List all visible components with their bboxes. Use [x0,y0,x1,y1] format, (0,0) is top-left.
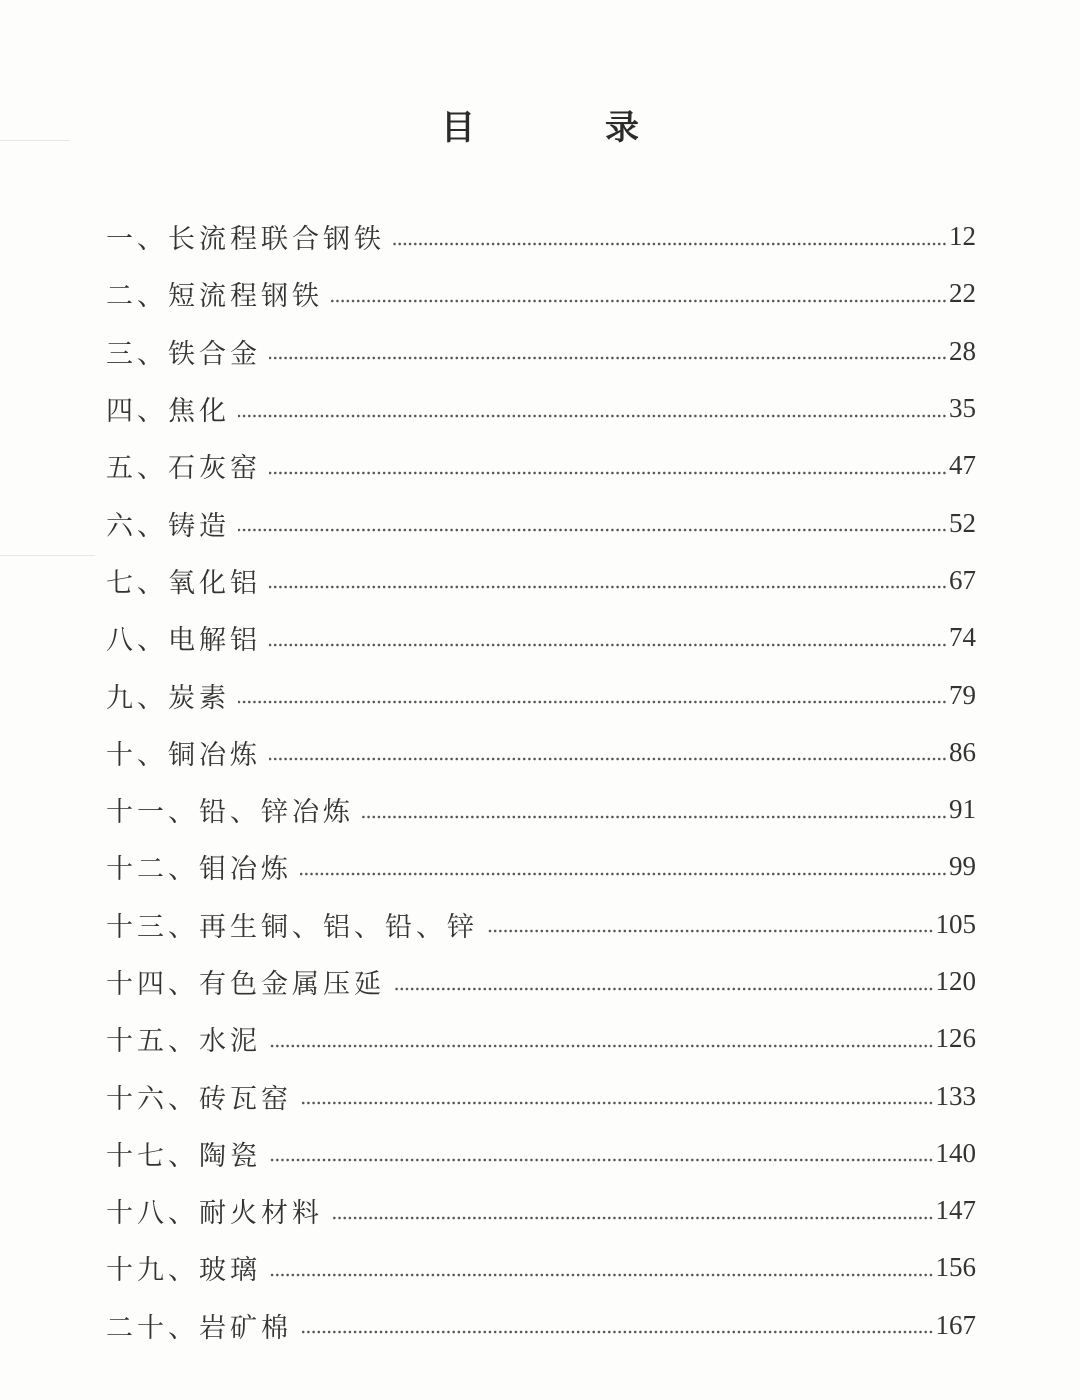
toc-entry[interactable] [106,1239,976,1296]
toc-page-number: 167 [935,1309,976,1340]
toc-entry[interactable] [106,1067,976,1124]
toc-entry[interactable] [106,208,976,265]
toc-entry-title: 七、氧化铝 [106,567,261,599]
toc-entry-title: 一、长流程联合钢铁 [106,224,385,256]
toc-entry-title: 十五、水泥 [106,1026,261,1058]
dot-leader [300,1100,934,1106]
toc-page-number: 91 [949,794,976,825]
table-of-contents [106,208,976,1354]
toc-page-number: 28 [949,335,976,366]
dot-leader [238,413,947,419]
toc-entry-title: 十二、钼冶炼 [106,854,292,886]
dot-leader [269,470,947,476]
toc-entry-title: 十九、玻璃 [106,1255,261,1287]
toc-entry-title: 十三、再生铜、铝、铅、锌 [106,911,478,943]
dot-leader [300,1329,934,1335]
toc-entry[interactable] [106,494,976,551]
dot-leader [331,1215,934,1221]
toc-entry-title: 十、铜冶炼 [106,739,261,771]
toc-entry-title: 五、石灰窑 [106,453,261,485]
toc-page-number: 47 [949,450,976,481]
dot-leader [269,642,947,648]
toc-entry-title: 十四、有色金属压延 [106,969,385,1000]
dot-leader [269,756,947,762]
toc-entry-title: 九、炭素 [106,682,230,714]
toc-entry[interactable] [106,265,976,322]
toc-page-number: 126 [935,1023,976,1054]
toc-entry-title: 二、短流程钢铁 [106,281,323,313]
toc-entry-title: 十七、陶瓷 [106,1140,261,1172]
dot-leader [362,814,947,820]
toc-page-number: 105 [935,908,976,939]
toc-entry[interactable] [106,953,976,1010]
toc-page-number: 86 [949,736,976,767]
toc-entry-title: 十八、耐火材料 [106,1198,323,1230]
toc-page-number: 79 [949,679,976,710]
toc-page-number: 99 [949,851,976,882]
toc-entry[interactable] [106,380,976,437]
toc-page-number: 67 [949,564,976,595]
toc-entry[interactable] [106,1297,976,1354]
toc-entry-title: 十一、铅、锌冶炼 [106,797,354,829]
toc-entry[interactable] [106,896,976,953]
toc-entry[interactable] [106,552,976,609]
dot-leader [269,1043,934,1049]
scan-artifact [0,555,95,556]
toc-page-number: 120 [935,966,976,996]
toc-page-number: 12 [949,221,976,252]
toc-entry[interactable] [106,781,976,838]
toc-entry[interactable] [106,666,976,723]
toc-page-number: 140 [935,1137,976,1168]
toc-entry-title: 六、铸造 [106,510,230,542]
toc-entry[interactable] [106,838,976,895]
toc-entry[interactable] [106,1010,976,1067]
dot-leader [300,871,947,877]
toc-entry[interactable] [106,437,976,494]
toc-entry-title: 八、电解铝 [106,625,261,657]
toc-entry[interactable] [106,1125,976,1182]
toc-entry-title: 十六、砖瓦窑 [106,1083,292,1115]
toc-page-number: 133 [935,1080,976,1111]
dot-leader [238,699,947,705]
dot-leader [331,298,947,304]
dot-leader [238,527,947,533]
toc-entry[interactable] [106,323,976,380]
dot-leader [269,584,947,590]
dot-leader [269,1272,934,1278]
toc-page-number: 35 [949,393,976,424]
toc-page-number: 156 [935,1252,976,1283]
toc-entry-title: 四、焦化 [106,396,230,428]
toc-entry[interactable] [106,724,976,781]
toc-page-number: 22 [949,278,976,309]
dot-leader [486,928,934,934]
toc-page-number: 147 [935,1195,976,1226]
toc-entry-title: 三、铁合金 [106,338,261,370]
toc-entry[interactable] [106,609,976,666]
dot-leader [269,355,947,361]
page-title: 目 录 [441,108,687,148]
dot-leader [393,986,934,992]
toc-entry-title: 二十、岩矿棉 [106,1312,292,1344]
toc-page-number: 52 [949,507,976,538]
toc-entry[interactable] [106,1182,976,1239]
toc-page-number: 74 [949,622,976,653]
dot-leader [269,1157,934,1163]
dot-leader [393,241,947,247]
